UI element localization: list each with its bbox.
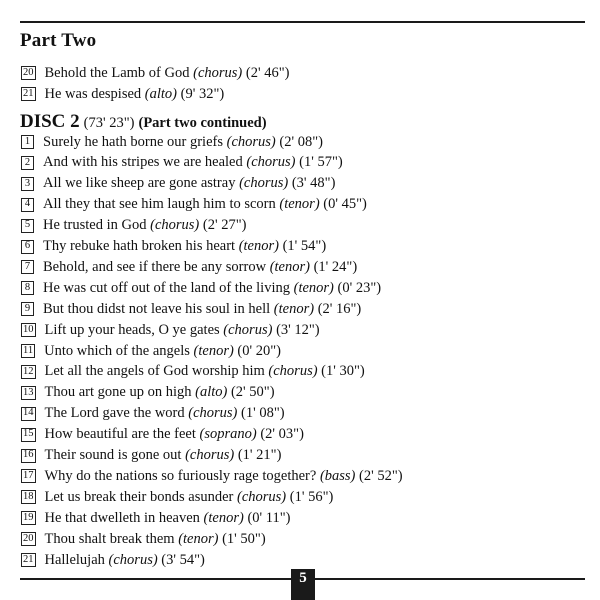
track-performer: (chorus) [236, 488, 287, 505]
track-item [21, 63, 289, 83]
track-number: 7 [21, 260, 34, 274]
track-duration: (0' 20") [237, 342, 281, 359]
track-duration: (1' 21") [237, 447, 282, 463]
track-item [21, 84, 224, 104]
track-performer: (chorus) [188, 405, 238, 422]
track-performer: (alto) [195, 384, 228, 401]
track-title: Surely he hath borne our griefs [43, 133, 223, 150]
track-number: 16 [21, 449, 36, 463]
track-item [21, 174, 335, 194]
track-item [21, 320, 320, 340]
track-duration: (1' 50") [222, 530, 266, 547]
track-item [21, 383, 275, 403]
track-title: Thy rebuke hath broken his heart [43, 238, 236, 254]
track-title: How beautiful are the feet [44, 426, 196, 443]
track-performer: (chorus) [185, 447, 235, 463]
track-item [21, 362, 365, 382]
track-number: 20 [21, 66, 36, 80]
track-performer: (chorus) [268, 363, 318, 380]
page-number-tab [291, 569, 315, 600]
track-title: But thou didst not leave his soul in hell [43, 300, 271, 317]
track-title: Thou art gone up on high [44, 384, 192, 401]
track-duration: (3' 54") [161, 551, 205, 568]
track-number: 4 [21, 198, 34, 212]
track-item [21, 508, 290, 528]
track-duration: (0' 45") [323, 196, 367, 213]
track-title: Lift up your heads, O ye gates [44, 321, 220, 338]
track-performer: (chorus) [246, 154, 296, 171]
track-performer: (tenor) [203, 509, 244, 526]
track-performer: (soprano) [199, 426, 257, 443]
track-title: Behold, and see if there be any sorrow [43, 258, 267, 275]
track-performer: (tenor) [269, 258, 310, 275]
track-item [21, 195, 367, 215]
disc-note: (Part two continued) [138, 115, 267, 131]
track-item [21, 446, 281, 466]
track-title: All we like sheep are gone astray [43, 175, 236, 192]
track-performer: (chorus) [239, 175, 289, 192]
disc-duration: (73' 23") [83, 115, 135, 131]
page-number: 5 [299, 570, 307, 586]
track-title: Let all the angels of God worship him [44, 363, 265, 380]
track-performer: (bass) [319, 467, 356, 484]
track-performer: (chorus) [150, 217, 200, 234]
track-performer: (tenor) [178, 530, 219, 547]
track-performer: (tenor) [273, 300, 315, 317]
track-title: He that dwelleth in heaven [44, 509, 200, 526]
track-performer: (tenor) [279, 196, 320, 213]
track-duration: (0' 23") [337, 279, 382, 296]
track-item [21, 153, 343, 173]
track-number: 20 [21, 532, 36, 546]
track-title: He trusted in God [43, 217, 147, 234]
track-performer: (chorus) [193, 64, 243, 81]
track-number: 5 [21, 219, 34, 233]
track-duration: (9' 32") [180, 85, 225, 102]
track-duration: (1' 08") [241, 405, 285, 422]
track-duration: (2' 50") [230, 384, 275, 401]
track-title: Behold the Lamb of God [44, 64, 190, 81]
track-number: 13 [21, 386, 36, 400]
track-title: Unto which of the angels [44, 342, 190, 359]
track-number: 17 [21, 469, 36, 483]
part-heading: Part Two [20, 30, 97, 51]
track-performer: (alto) [144, 85, 177, 102]
track-item [21, 466, 403, 486]
track-title: And with his stripes we are healed [43, 154, 243, 171]
track-number: 21 [21, 87, 36, 101]
track-item [21, 132, 323, 152]
track-item [21, 404, 285, 424]
track-item [21, 529, 266, 549]
track-item [21, 550, 205, 570]
track-duration: (2' 52") [359, 467, 403, 484]
track-number: 1 [21, 135, 34, 149]
track-title: Their sound is gone out [44, 447, 182, 463]
track-duration: (0' 11") [247, 509, 291, 526]
track-item [21, 216, 246, 236]
track-number: 10 [21, 323, 36, 337]
track-duration: (2' 27") [202, 217, 247, 234]
track-number: 3 [21, 177, 34, 191]
track-title: He was despised [44, 85, 142, 102]
track-performer: (chorus) [223, 321, 273, 338]
track-duration: (1' 54") [282, 238, 327, 254]
track-title: Why do the nations so furiously rage together? [44, 467, 317, 484]
track-number: 14 [21, 407, 36, 421]
track-number: 18 [21, 490, 36, 504]
track-duration: (2' 16") [317, 300, 362, 317]
disc-title: DISC 2 [20, 111, 80, 132]
track-number: 2 [21, 156, 34, 170]
track-number: 12 [21, 365, 36, 379]
track-item [21, 299, 361, 319]
track-number: 19 [21, 511, 36, 525]
disc-heading [20, 111, 267, 133]
track-item [21, 425, 304, 445]
track-number: 6 [21, 240, 34, 254]
track-duration: (1' 30") [321, 363, 365, 380]
track-number: 21 [21, 553, 36, 567]
track-title: Let us break their bonds asunder [44, 488, 234, 505]
top-rule [20, 21, 585, 23]
track-duration: (3' 48") [291, 175, 336, 192]
track-duration: (1' 24") [313, 258, 358, 275]
track-duration: (1' 56") [289, 488, 334, 505]
track-performer: (tenor) [238, 238, 279, 254]
track-item [21, 237, 326, 257]
track-duration: (1' 57") [299, 154, 343, 171]
track-item [21, 257, 357, 277]
track-performer: (tenor) [193, 342, 234, 359]
track-duration: (3' 12") [276, 321, 320, 338]
track-title: He was cut off out of the land of the living [43, 279, 290, 296]
track-duration: (2' 08") [279, 133, 323, 150]
track-title: Hallelujah [44, 551, 105, 568]
track-duration: (2' 46") [245, 64, 290, 81]
track-item [21, 341, 281, 361]
track-title: The Lord gave the word [44, 405, 185, 422]
track-number: 8 [21, 281, 34, 295]
track-title: All they that see him laugh him to scorn [43, 196, 276, 213]
track-performer: (chorus) [108, 551, 158, 568]
track-performer: (chorus) [226, 133, 276, 150]
track-title: Thou shalt break them [44, 530, 175, 547]
track-performer: (tenor) [293, 279, 334, 296]
track-item [21, 278, 381, 298]
track-item [21, 487, 333, 507]
track-number: 11 [21, 344, 35, 358]
track-number: 9 [21, 302, 34, 316]
track-duration: (2' 03") [260, 426, 304, 443]
track-number: 15 [21, 428, 36, 442]
